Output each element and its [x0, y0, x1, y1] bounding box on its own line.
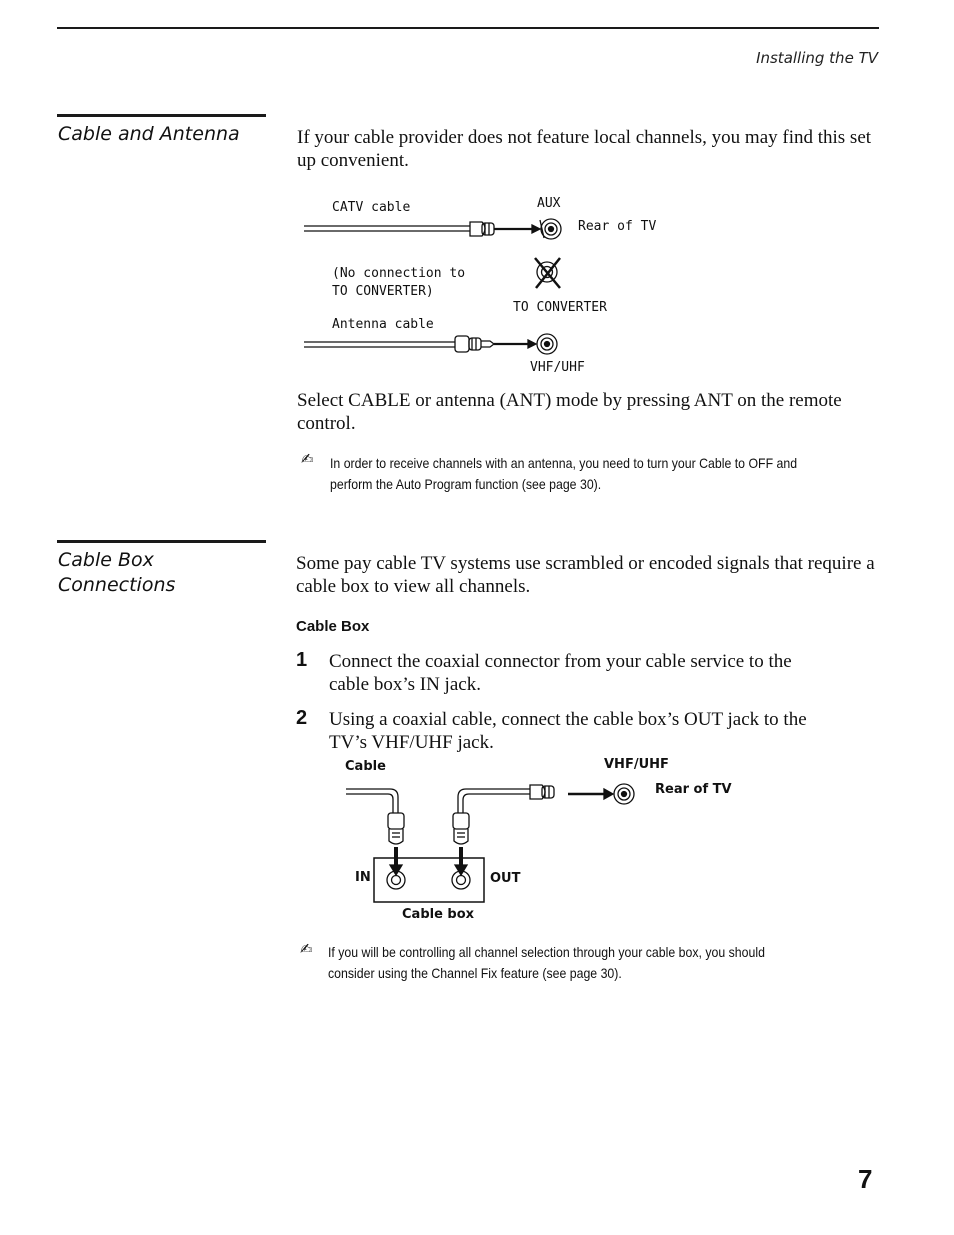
incoming-cable-line [346, 789, 398, 813]
rear-of-tv-label: Rear of TV [578, 219, 657, 234]
section1-note-line1: In order to receive channels with an antenna, you need to turn your Cable to OFF and [330, 455, 798, 471]
section2-title-line2: Connections [58, 574, 176, 596]
page-number: 7 [858, 1164, 873, 1194]
step-1-text-line2: cable box’s IN jack. [329, 674, 481, 695]
in-plug-icon [388, 813, 404, 844]
diagram2-graphic [340, 775, 650, 905]
out-label: OUT [490, 871, 521, 886]
no-connection-line1: (No connection to [332, 266, 466, 281]
tv-vhf-jack-icon [614, 784, 634, 804]
note-pencil-icon: ✍ [301, 450, 314, 468]
diagram1-graphic [300, 210, 580, 360]
in-label: IN [355, 870, 371, 885]
note-pencil-icon-2: ✍ [300, 940, 313, 958]
vhf-uhf-label-2: VHF/UHF [604, 757, 669, 772]
to-converter-label: TO CONVERTER [513, 300, 607, 315]
select-mode-text: Select CABLE or antenna (ANT) mode by pressing ANT on the remote control. [297, 390, 842, 434]
section2-intro: Some pay cable TV systems use scrambled or encoded signals that require a cable box to view all channels. [296, 553, 875, 597]
cable-box-label: Cable box [402, 907, 475, 922]
top-rule [57, 27, 879, 29]
running-header: Installing the TV [756, 49, 878, 67]
step-2-number: 2 [296, 707, 308, 729]
step-2-text-line1: Using a coaxial cable, connect the cable box’s OUT jack to the [329, 709, 807, 730]
out-plug-icon [453, 813, 469, 844]
no-connection-line2: TO CONVERTER) [332, 284, 434, 299]
step-1-number: 1 [296, 649, 308, 671]
section1-rule [57, 114, 266, 117]
section1-intro: If your cable provider does not feature local channels, you may find this set up convenient. [297, 127, 872, 171]
rear-of-tv-label-2: Rear of TV [655, 782, 732, 797]
aux-jack-icon [540, 219, 561, 239]
outgoing-cable-line [458, 789, 530, 813]
vhf-uhf-label: VHF/UHF [530, 360, 585, 375]
converter-jack-crossed-icon [535, 258, 560, 288]
cable-box-subhead: Cable Box [296, 618, 370, 635]
section2-note-line2: consider using the Channel Fix feature (see page 30). [328, 965, 622, 981]
antenna-cable-label: Antenna cable [332, 317, 434, 332]
step-2-text-line2: TV’s VHF/UHF jack. [329, 732, 494, 753]
cable-label: Cable [345, 759, 386, 774]
section2-title-line1: Cable Box [58, 549, 154, 571]
section2-rule [57, 540, 266, 543]
section2-note-line1: If you will be controlling all channel selection through your cable box, you should [328, 944, 765, 960]
catv-cable-label: CATV cable [332, 200, 411, 215]
antenna-connector-icon [455, 336, 494, 352]
section1-note-line2: perform the Auto Program function (see page 30). [330, 476, 602, 492]
aux-label: AUX [537, 196, 561, 211]
step-1-text-line1: Connect the coaxial connector from your cable service to the [329, 651, 792, 672]
vhf-jack-icon [537, 334, 557, 354]
section1-title: Cable and Antenna [58, 123, 240, 145]
tv-connector-icon [530, 785, 554, 799]
